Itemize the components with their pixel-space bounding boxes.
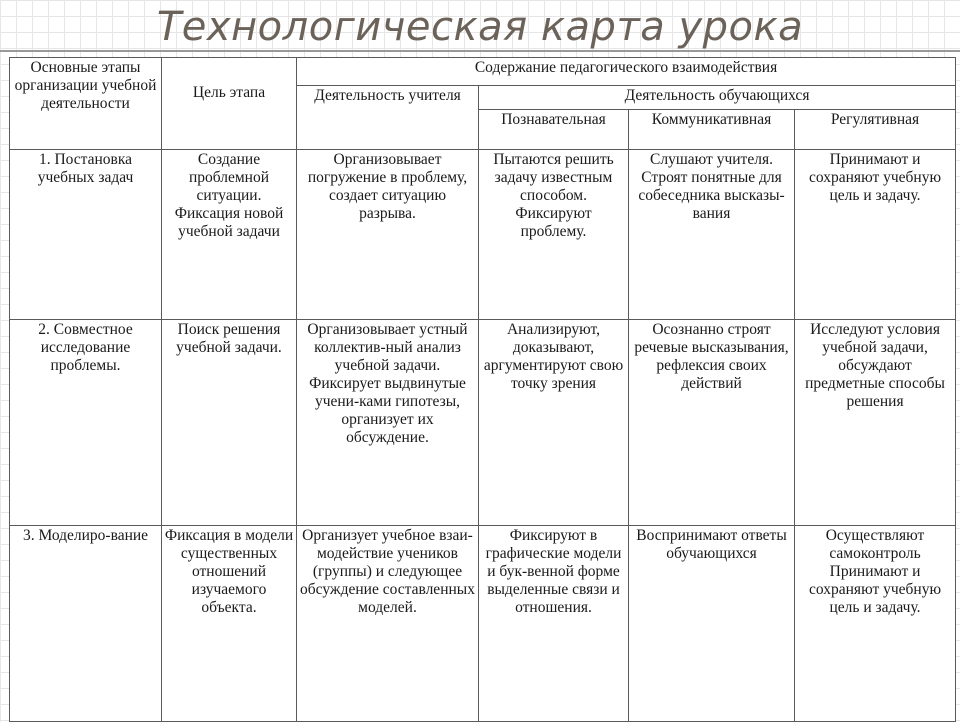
cognitive-cell: Пытаются решить задачу известным способом. Фиксируют проблему. [479,150,629,320]
title-divider [0,50,960,52]
regulatory-cell: Исследуют условия учебной задачи, обсуждают предметные способы решения [795,320,956,526]
regulatory-cell: Осуществляют самоконтроль Принимают и сохраняют учебную цель и задачу. [795,526,956,722]
table-row [10,320,956,526]
header-stages: Основные этапы организации учебной деятельности [10,58,162,150]
goal-cell: Создание проблемной ситуации. Фиксация новой учебной задачи [162,150,297,320]
header-cognitive: Познавательная [479,110,629,150]
header-regulatory: Регулятивная [795,110,956,150]
header-communicative: Коммуникативная [629,110,795,150]
stage-cell: 2. Совместное исследование проблемы. [10,320,162,526]
goal-cell: Поиск решения учебной задачи. [162,320,297,526]
stage-cell: 1. Постановка учебных задач [10,150,162,320]
cognitive-cell: Фиксируют в графические модели и бук-венной форме выделенные связи и отношения. [479,526,629,722]
teacher-cell: Организовывает устный коллектив-ный анализ учебной задачи. Фиксирует выдвинутые учени-ками гипотезы, организует их обсуждение. [297,320,479,526]
teacher-cell: Организовывает погружение в проблему, создает ситуацию разрыва. [297,150,479,320]
communicative-cell: Воспринимают ответы обучающихся [629,526,795,722]
table-row [10,526,956,722]
communicative-cell: Слушают учителя. Строят понятные для собеседника высказы-вания [629,150,795,320]
header-teacher: Деятельность учителя [297,86,479,150]
header-goal: Цель этапа [162,58,297,150]
table-row [10,150,956,320]
header-row-1 [10,58,956,86]
header-students: Деятельность обучающихся [479,86,956,110]
stage-cell: 3. Моделиро-вание [10,526,162,722]
teacher-cell: Организует учебное взаи-модействие учеников (группы) и следующее обсуждение составленных моделей. [297,526,479,722]
goal-cell: Фиксация в модели существенных отношений изучаемого объекта. [162,526,297,722]
cognitive-cell: Анализируют, доказывают, аргументируют свою точку зрения [479,320,629,526]
regulatory-cell: Принимают и сохраняют учебную цель и задачу. [795,150,956,320]
communicative-cell: Осознанно строят речевые высказывания, рефлексия своих действий [629,320,795,526]
header-content: Содержание педагогического взаимодействия [297,58,956,86]
lesson-map-table [9,57,956,722]
page-title: Технологическая карта урока [156,4,804,50]
